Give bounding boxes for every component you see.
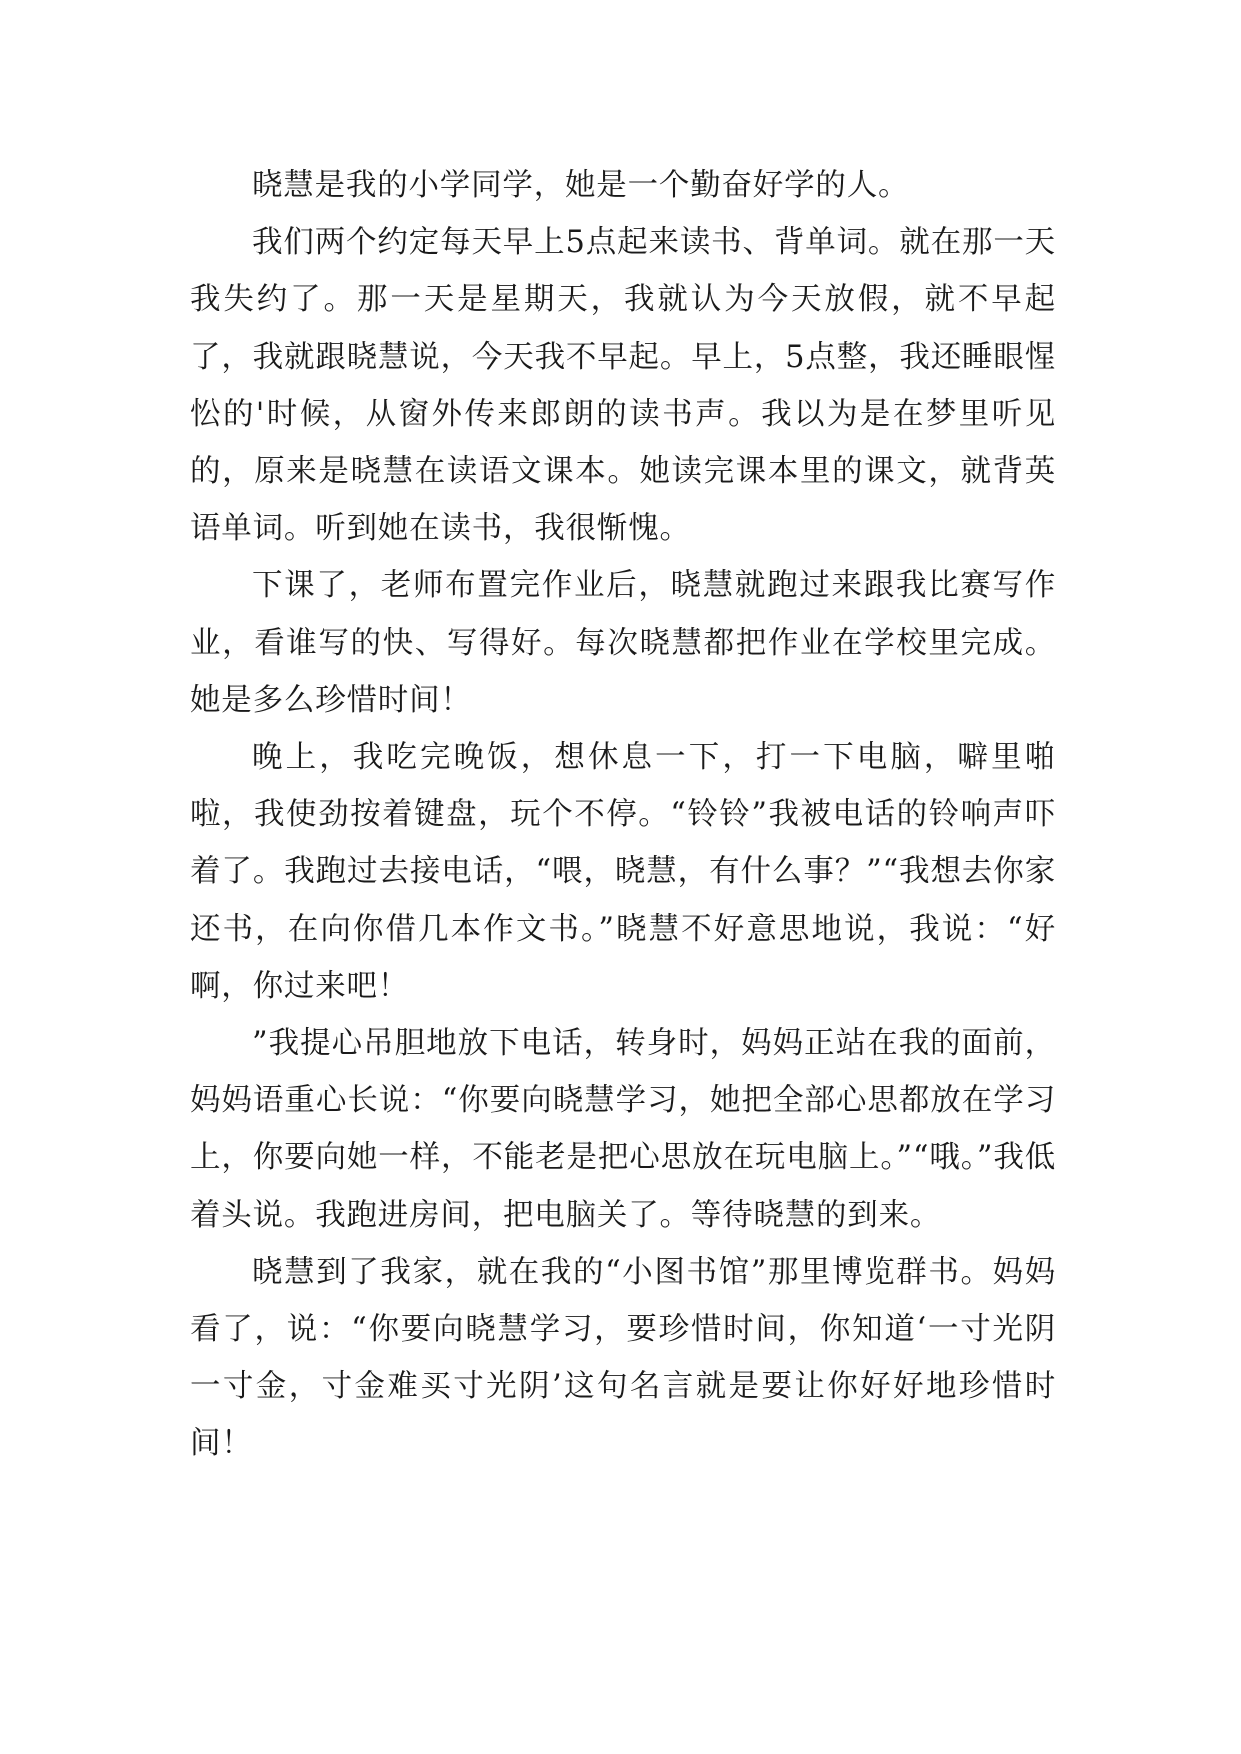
document-body [190,157,1056,1473]
paragraph-5: ”我提心吊胆地放下电话，转身时，妈妈正站在我的面前，妈妈语重心长说：“你要向晓慧学习，她把全部心思都放在学习上，你要向她一样，不能老是把心思放在玩电脑上。”“哦。”我低着头说。我跑进房间，把电脑关了。等待晓慧的到来。 [190,1026,1056,1233]
paragraph-6: 晓慧到了我家，就在我的“小图书馆”那里博览群书。妈妈看了，说：“你要向晓慧学习，要珍惜时间，你知道‘一寸光阴一寸金，寸金难买寸光阴’这句名言就是要让你好好地珍惜时间！ [190,1254,1056,1462]
paragraph-1: 晓慧是我的小学同学，她是一个勤奋好学的人。 [252,168,910,203]
paragraph-3: 下课了，老师布置完作业后，晓慧就跑过来跟我比赛写作业，看谁写的快、写得好。每次晓慧都把作业在学校里完成。她是多么珍惜时间！ [190,568,1056,718]
paragraph-4: 晚上，我吃完晚饭，想休息一下，打一下电脑，噼里啪啦，我使劲按着键盘，玩个不停。“铃铃”我被电话的铃响声吓着了。我跑过去接电话，“喂，晓慧，有什么事？”“我想去你家还书，在向你借几本作文书。”晓慧不好意思地说，我说：“好啊，你过来吧！ [190,740,1056,1004]
paragraph-2: 我们两个约定每天早上5点起来读书、背单词。就在那一天我失约了。那一天是星期天，我就认为今天放假，就不早起了，我就跟晓慧说，今天我不早起。早上，5点整，我还睡眼惺忪的'时候，从窗外传来郎朗的读书声。我以为是在梦里听见的，原来是晓慧在读语文课本。她读完课本里的课文，就背英语单词。听到她在读书，我很惭愧。 [190,225,1056,547]
